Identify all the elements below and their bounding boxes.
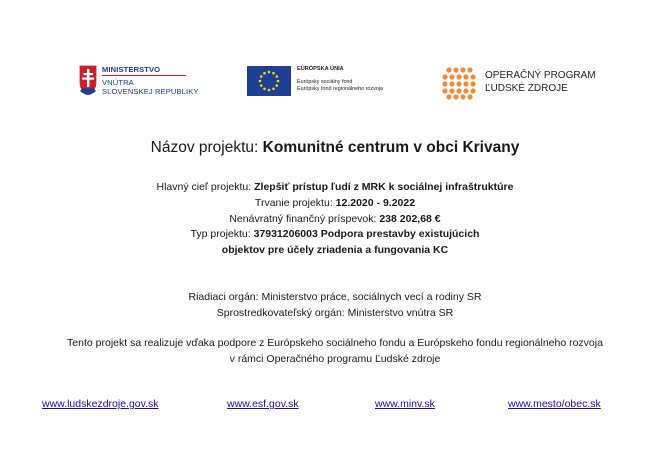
project-duration — [0, 196, 670, 212]
project-title — [0, 139, 670, 157]
funding-note — [0, 336, 670, 368]
eu-flag-icon — [247, 66, 291, 96]
project-grant — [0, 212, 670, 228]
orange-dots-icon — [441, 66, 479, 100]
project-grant-value: 238 202,68 € — [379, 212, 441, 225]
eu-logo-fund2: Európsky fond regionálneho rozvoja — [297, 86, 384, 92]
op-logo-line2: ĽUDSKÉ ZDROJE — [485, 83, 568, 94]
project-goal-label: Hlavný cieľ projektu: — [156, 181, 255, 193]
project-type — [0, 227, 670, 243]
project-duration-value: 12.2020 - 9.2022 — [335, 196, 416, 209]
project-type-value-2: objektov pre účely zriadenia a fungovania KC — [221, 244, 449, 257]
link-mesto-obec[interactable]: www.mesto/obec.sk — [508, 398, 601, 410]
project-type-cont — [0, 243, 670, 259]
eu-logo-fund1: Európsky sociálny fond — [297, 78, 353, 85]
project-duration-label: Trvanie projektu: — [254, 196, 336, 209]
project-organs — [0, 290, 670, 322]
project-type-value-1: 37931206003 Podpora prestavby existujúcich — [253, 228, 480, 241]
project-goal-value: Zlepšiť prístup ľudí z MRK k sociálnej infraštruktúre — [254, 181, 514, 193]
link-ludskezdroje[interactable]: www.ludskezdroje.gov.sk — [42, 398, 159, 410]
project-info — [0, 180, 670, 259]
funding-note-line2: v rámci Operačného programu Ľudské zdroje — [229, 352, 441, 365]
project-title-prefix: Názov projektu: — [150, 139, 263, 156]
managing-organ: Riadiaci orgán: Ministerstvo práce, sociálnych vecí a rodiny SR — [188, 291, 482, 303]
ministry-logo-divider — [102, 75, 186, 76]
ministry-logo-line3: SLOVENSKEJ REPUBLIKY — [102, 87, 199, 96]
project-grant-label: Nenávratný finančný príspevok: — [229, 212, 380, 225]
project-title-name: Komunitné centrum v obci Krivany — [262, 139, 520, 156]
ministry-logo — [78, 64, 213, 100]
project-type-label: Typ projektu: — [190, 228, 254, 241]
eu-logo — [247, 66, 407, 98]
project-goal — [0, 180, 670, 196]
op-logo — [441, 66, 601, 102]
link-esf[interactable]: www.esf.gov.sk — [227, 398, 299, 410]
ministry-logo-line1: MINISTERSTVO — [102, 65, 161, 74]
footer-links — [0, 398, 670, 414]
op-logo-line1: OPERAČNÝ PROGRAM — [485, 70, 596, 81]
eu-logo-title: EURÓPSKA ÚNIA — [297, 66, 344, 72]
slovak-crest-icon — [78, 64, 98, 96]
ministry-logo-line2: VNÚTRA — [102, 78, 134, 87]
link-minv[interactable]: www.minv.sk — [375, 398, 435, 410]
funding-note-line1: Tento projekt sa realizuje vďaka podpore z Európskeho sociálneho fondu a Európskeho fondu regionálneho rozvoja — [67, 337, 603, 349]
intermediate-organ: Sprostredkovateľský orgán: Ministerstvo vnútra SR — [216, 306, 454, 319]
